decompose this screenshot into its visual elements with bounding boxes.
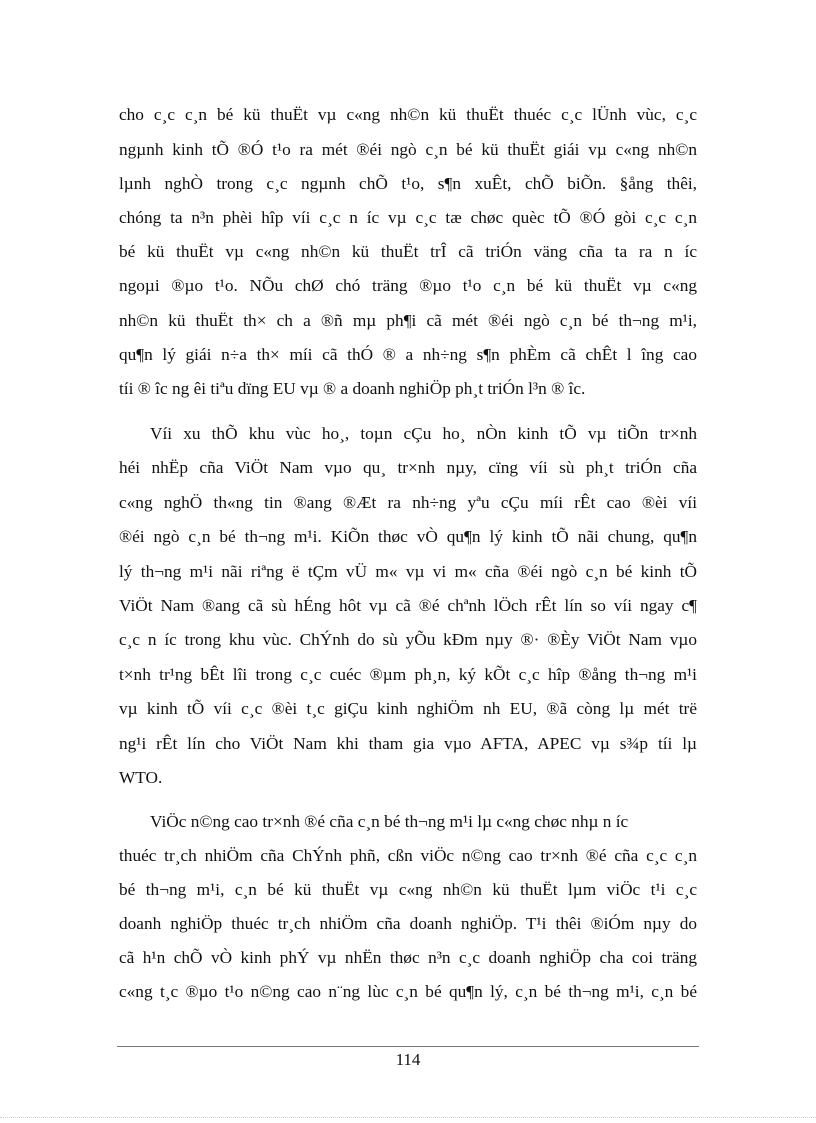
text-line-6: ngoµi ®µo t¹o. NÕu chØ chó träng ®µo t¹o c¸n bé kü thuËt vµ c«ng [119, 276, 697, 295]
text-line-19: ng¹i rÊt lín cho ViÖt Nam khi tham gia vµo AFTA, APEC vµ s¾p tíi lµ [119, 734, 697, 753]
text-line-18: vµ kinh tÕ víi c¸c ®èi t¸c giÇu kinh nghiÖm nh EU, ®ã còng lµ mét trë [119, 699, 697, 718]
text-line-1: cho c¸c c¸n bé kü thuËt vµ c«ng nh©n kü thuËt thuéc c¸c lÜnh vùc, c¸c [119, 105, 697, 124]
text-line-7: nh©n kü thuËt th× ch a ®ñ mµ ph¶i cã mét ®éi ngò c¸n bé th¬ng m¹i, [119, 311, 697, 330]
text-line-4: chóng ta n³n phèi hîp víi c¸c n íc vµ c¸c tæ chøc quèc tÕ ®Ó gòi c¸c c¸n [119, 208, 697, 227]
text-line-2: ngµnh kinh tÕ ®Ó t¹o ra mét ®éi ngò c¸n bé kü thuËt giái vµ c«ng nh©n [119, 140, 697, 159]
text-line-25: cã h¹n chÕ vÒ kinh phÝ vµ nhËn thøc n³n c¸c doanh nghiÖp cha coi träng [119, 948, 697, 967]
text-line-16: c¸c n íc trong khu vùc. ChÝnh do sù yÕu kÐm nµy ®· ®Èy ViÖt Nam vµo [119, 630, 697, 649]
footer-divider [117, 1046, 699, 1047]
text-line-14: lý th¬ng m¹i nãi riªng ë tÇm vÜ m« vµ vi m« cña ®éi ngò c¸n bé kinh tÕ [119, 562, 697, 581]
text-line-22: thuéc tr¸ch nhiÖm cña ChÝnh phñ, cßn viÖc n©ng cao tr×nh ®é cña c¸c c¸n [119, 846, 697, 865]
text-line-24: doanh nghiÖp thuéc tr¸ch nhiÖm cña doanh nghiÖp. T¹i thêi ®iÓm nµy do [119, 914, 697, 933]
text-line-9: tíi ® îc ng êi tiªu dïng EU vµ ® a doanh nghiÖp ph¸t triÓn l³n ® îc. [119, 379, 586, 398]
text-line-12: c«ng nghÖ th«ng tin ®ang ®Æt ra nh÷ng yªu cÇu míi rÊt cao ®èi víi [119, 493, 697, 512]
text-line-3: lµnh nghÒ trong c¸c ngµnh chÕ t¹o, s¶n xuÊt, chÕ biÕn. §ång thêi, [119, 174, 697, 193]
text-line-15: ViÖt Nam ®ang cã sù hÉng hôt vµ cã ®é chªnh lÖch rÊt lín so víi ngay c¶ [119, 596, 697, 615]
text-line-21: ViÖc n©ng cao tr×nh ®é cña c¸n bé th¬ng m¹i lµ c«ng chøc nhµ n íc [150, 812, 629, 831]
text-line-17: t×nh tr¹ng bÊt lîi trong c¸c cuéc ®µm ph¸n, ký kÕt c¸c hîp ®ång th¬ng m¹i [119, 665, 697, 684]
text-line-13: ®éi ngò c¸n bé th¬ng m¹i. KiÕn thøc vÒ qu¶n lý kinh tÕ nãi chung, qu¶n [119, 527, 697, 546]
text-line-10: Víi xu thÕ khu vùc ho¸, toµn cÇu ho¸ nÒn kinh tÕ vµ tiÕn tr×nh [150, 424, 697, 443]
text-line-23: bé th¬ng m¹i, c¸n bé kü thuËt vµ c«ng nh©n kü thuËt lµm viÖc t¹i c¸c [119, 880, 697, 899]
page-bottom-edge [0, 1117, 816, 1118]
text-line-11: héi nhËp cña ViÖt Nam vµo qu¸ tr×nh nµy, cïng víi sù ph¸t triÓn cña [119, 458, 697, 477]
text-line-20: WTO. [119, 768, 163, 787]
text-line-8: qu¶n lý giái n÷a th× míi cã thÓ ® a nh÷ng s¶n phÈm cã chÊt l îng cao [119, 345, 697, 364]
page-number: 114 [395, 1050, 421, 1069]
text-line-5: bé kü thuËt vµ c«ng nh©n kü thuËt trÎ cã triÓn väng cña ta ra n íc [119, 242, 697, 261]
text-line-26: c«ng t¸c ®µo t¹o n©ng cao n¨ng lùc c¸n bé qu¶n lý, c¸n bé th¬ng m¹i, c¸n bé [119, 982, 697, 1001]
